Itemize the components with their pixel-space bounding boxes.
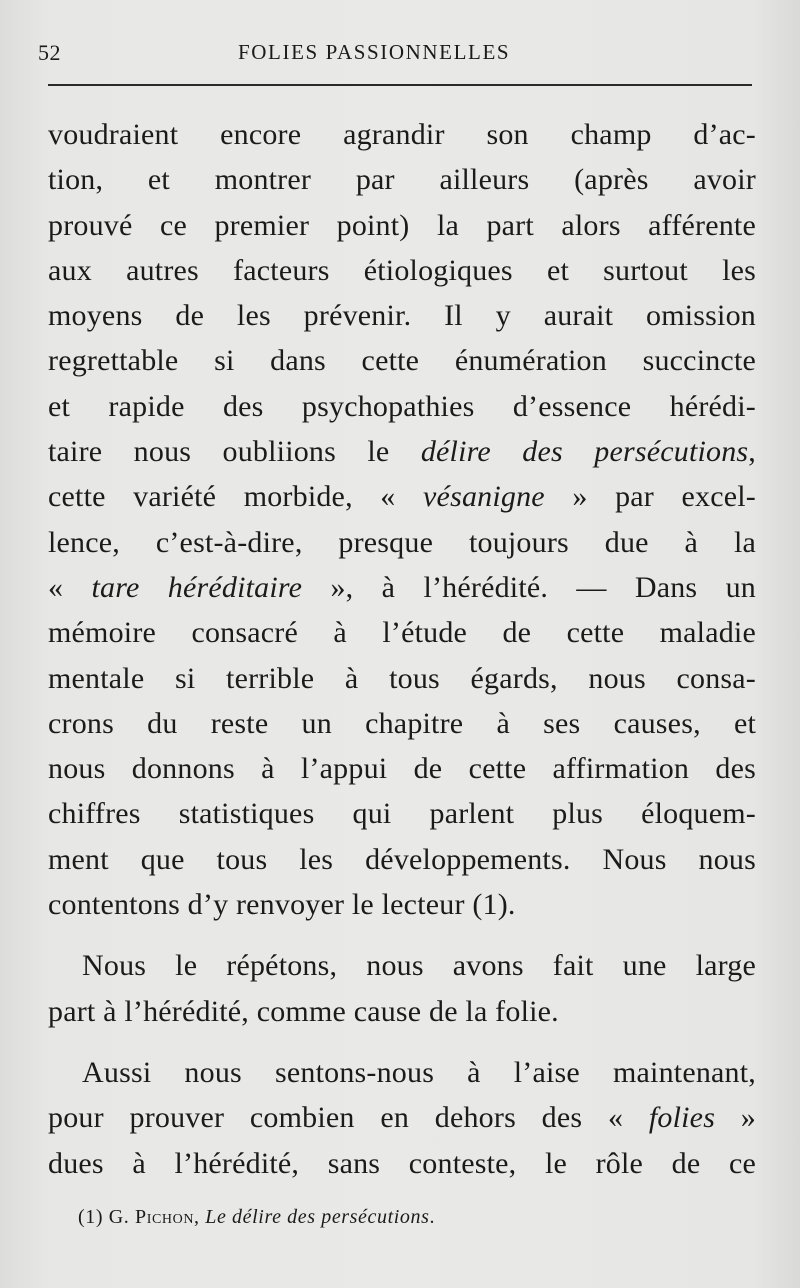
text-line: aux autres facteurs étiologiques et surtout les: [48, 253, 756, 287]
header-rule: [48, 84, 752, 86]
text-line: et rapide des psychopathies d’essence hérédi-: [48, 389, 756, 423]
text-line: mémoire consacré à l’étude de cette maladie: [48, 616, 756, 650]
paragraph: [48, 112, 756, 927]
italic-phrase: délire des persécutions: [420, 435, 749, 469]
text-line: crons du reste un chapitre à ses causes, et: [48, 706, 756, 740]
text-line: « tare héréditaire », à l’hérédité. — Dans un: [48, 570, 756, 604]
text-line: chiffres statistiques qui parlent plus éloquem-: [48, 797, 756, 831]
body-text: [48, 112, 756, 1186]
italic-phrase: folies: [648, 1101, 716, 1135]
footnote-author: G. Pichon: [108, 1206, 195, 1228]
italic-phrase: vésanigne: [423, 480, 545, 514]
text-line: pour prouver combien en dehors des « folies »: [48, 1101, 756, 1135]
footnote-marker: (1): [78, 1206, 104, 1228]
text-line: cette variété morbide, « vésanigne » par excel-: [48, 480, 756, 514]
text-line: lence, c’est-à-dire, presque toujours due à la: [48, 525, 756, 559]
footnote-title: Le délire des persécutions: [205, 1206, 430, 1228]
paragraph: [48, 1050, 756, 1186]
text-line: moyens de les prévenir. Il y aurait omission: [48, 299, 756, 333]
text-line: dues à l’hérédité, sans conteste, le rôle de ce: [48, 1146, 756, 1180]
text-line: regrettable si dans cette énumération succincte: [48, 344, 756, 378]
text-line: contentons d’y renvoyer le lecteur (1).: [48, 888, 516, 922]
text-line: tion, et montrer par ailleurs (après avoir: [48, 163, 756, 197]
italic-phrase: tare héréditaire: [91, 570, 303, 604]
paragraph: [48, 943, 756, 1034]
text-line: Nous le répétons, nous avons fait une large: [82, 949, 756, 983]
text-line: taire nous oubliions le délire des persécutions,: [48, 435, 756, 469]
footnote: (1) G. Pichon, Le délire des persécutions.: [78, 1206, 436, 1228]
text-line: Aussi nous sentons-nous à l’aise maintenant,: [82, 1055, 756, 1089]
text-line: part à l’hérédité, comme cause de la folie.: [48, 994, 559, 1028]
text-line: prouvé ce premier point) la part alors afférente: [48, 208, 756, 242]
page-number: 52: [38, 40, 61, 65]
text-line: ment que tous les développements. Nous nous: [48, 842, 756, 876]
running-title: FOLIES PASSIONNELLES: [238, 40, 511, 64]
text-line: mentale si terrible à tous égards, nous consa-: [48, 661, 756, 695]
text-line: nous donnons à l’appui de cette affirmation des: [48, 752, 756, 786]
text-line: voudraient encore agrandir son champ d’ac-: [48, 118, 756, 151]
page-header: [38, 38, 750, 72]
